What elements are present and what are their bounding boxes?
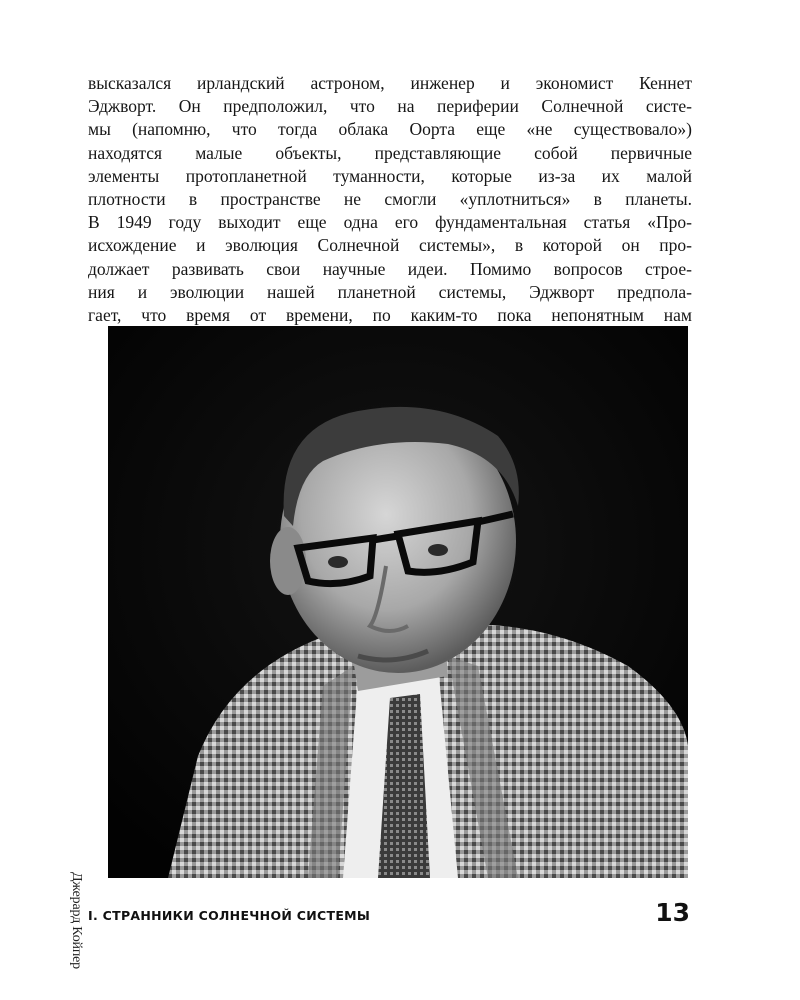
text-line: гает, что время от времени, по каким-то пока непонятным нам	[88, 305, 692, 326]
text-line: находятся малые объекты, представляющие собой первичные	[88, 142, 692, 163]
portrait-photo	[108, 326, 688, 878]
text-line: плотности в пространстве не смогли «уплотниться» в планеты.	[88, 189, 692, 210]
right-eye	[428, 544, 448, 556]
text-line: высказался ирландский астроном, инженер и экономист Кеннет	[88, 73, 692, 93]
body-text	[88, 72, 692, 327]
page-number: 13	[655, 898, 690, 927]
text-line: В 1949 году выходит еще одна его фундаментальная статья «Про-	[88, 212, 692, 233]
text-line: ния и эволюции нашей планетной системы, Эджворт предпола-	[88, 281, 692, 302]
text-line: должает развивать свои научные идеи. Помимо вопросов строе-	[88, 258, 692, 279]
text-line: мы (напомню, что тогда облака Оорта еще «не существовало»)	[88, 119, 692, 140]
running-footer-title: I. СТРАННИКИ СОЛНЕЧНОЙ СИСТЕМЫ	[88, 908, 371, 923]
text-line: исхождение и эволюция Солнечной системы», в которой он про-	[88, 235, 692, 256]
portrait-illustration	[108, 326, 688, 878]
left-eye	[328, 556, 348, 568]
text-line: элементы протопланетной туманности, которые из-за их малой	[88, 165, 692, 186]
photo-caption: Джерард Койпер	[69, 872, 84, 969]
text-line: Эджворт. Он предположил, что на периферии Солнечной систе-	[88, 96, 692, 117]
